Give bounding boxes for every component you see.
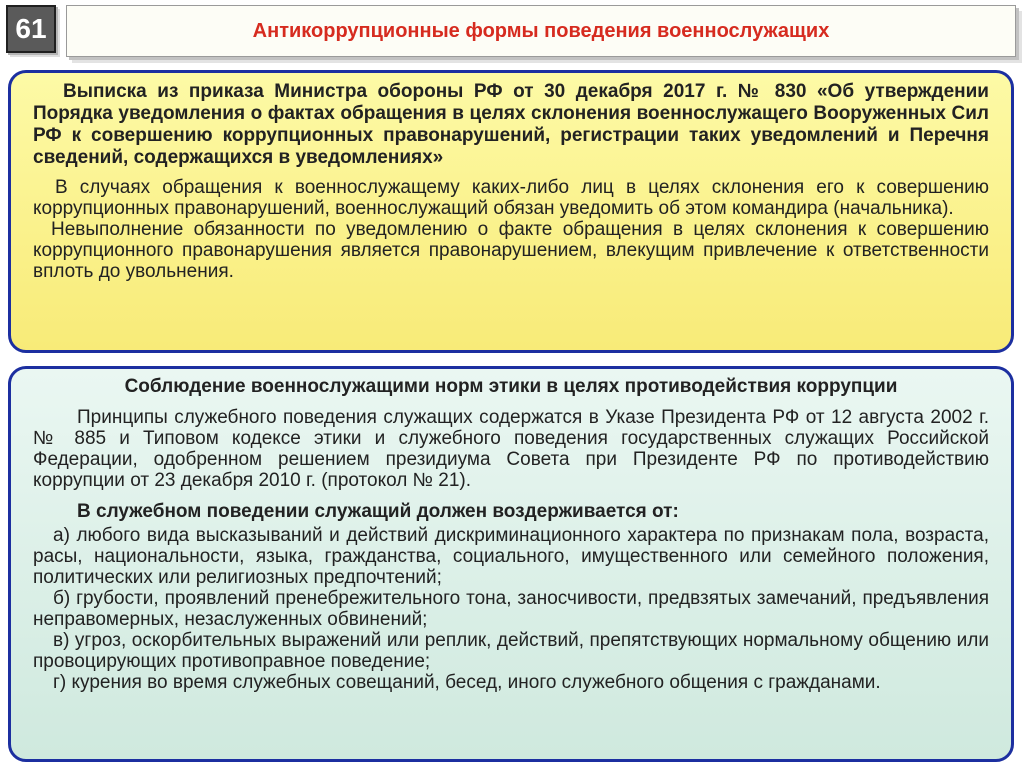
abstain-item-c: в) угроз, оскорбительных выражений или реплик, действий, препятствующих нормальному общению или провоцирующих противоправное поведение; [33, 630, 989, 672]
abstain-heading: В служебном поведении служащий должен воздерживается от: [77, 501, 679, 522]
ethics-title: Соблюдение военнослужащими норм этики в целях противодействия коррупции [124, 376, 898, 397]
order-excerpt-box [8, 70, 1014, 353]
order-paragraph-1: В случаях обращения к военнослужащему каких-либо лиц в целях склонения его к совершению коррупционных правонарушений, военнослужащий обязан уведомить об этом командира (начальника). [33, 177, 989, 219]
abstain-item-d: г) курения во время служебных совещаний, бесед, иного служебного общения с гражданами. [53, 672, 881, 693]
ethics-box [8, 366, 1014, 762]
slide-title [66, 5, 1016, 57]
abstain-item-a: а) любого вида высказываний и действий дискриминационного характера по признакам пола, возраста, расы, национальности, языка, гражданства, социального, имущественного или семейного положения, политических или религиозных предпочтений; [33, 525, 989, 588]
order-paragraph-2: Невыполнение обязанности по уведомлению о факте обращения в целях склонения к совершению коррупционного правонарушения является правонарушением, влекущим привлечение к ответственности вплоть до увольнения. [33, 219, 989, 282]
ethics-principles: Принципы служебного поведения служащих содержатся в Указе Президента РФ от 12 августа 2002 г. № 885 и Типовом кодексе этики и служебного поведения государственных служащих Российской Федерации, одобренном решением президиума Совета при Президенте РФ по противодействию коррупции от 23 декабря 2010 г. (протокол № 21). [33, 407, 989, 491]
abstain-item-b: б) грубости, проявлений пренебрежительного тона, заносчивости, предвзятых замечаний, предъявления неправомерных, незаслуженных обвинений; [33, 588, 989, 630]
order-heading: Выписка из приказа Министра обороны РФ от 30 декабря 2017 г. № 830 «Об утверждении Порядка уведомления о фактах обращения в целях склонения военнослужащего Вооруженных Сил РФ к совершению коррупционных правонарушений, регистрации таких уведомлений и Перечня сведений, содержащихся в уведомлениях» [33, 81, 989, 168]
slide-title-text: Антикоррупционные формы поведения военнослужащих [252, 19, 830, 42]
slide-number: 61 [6, 5, 56, 53]
